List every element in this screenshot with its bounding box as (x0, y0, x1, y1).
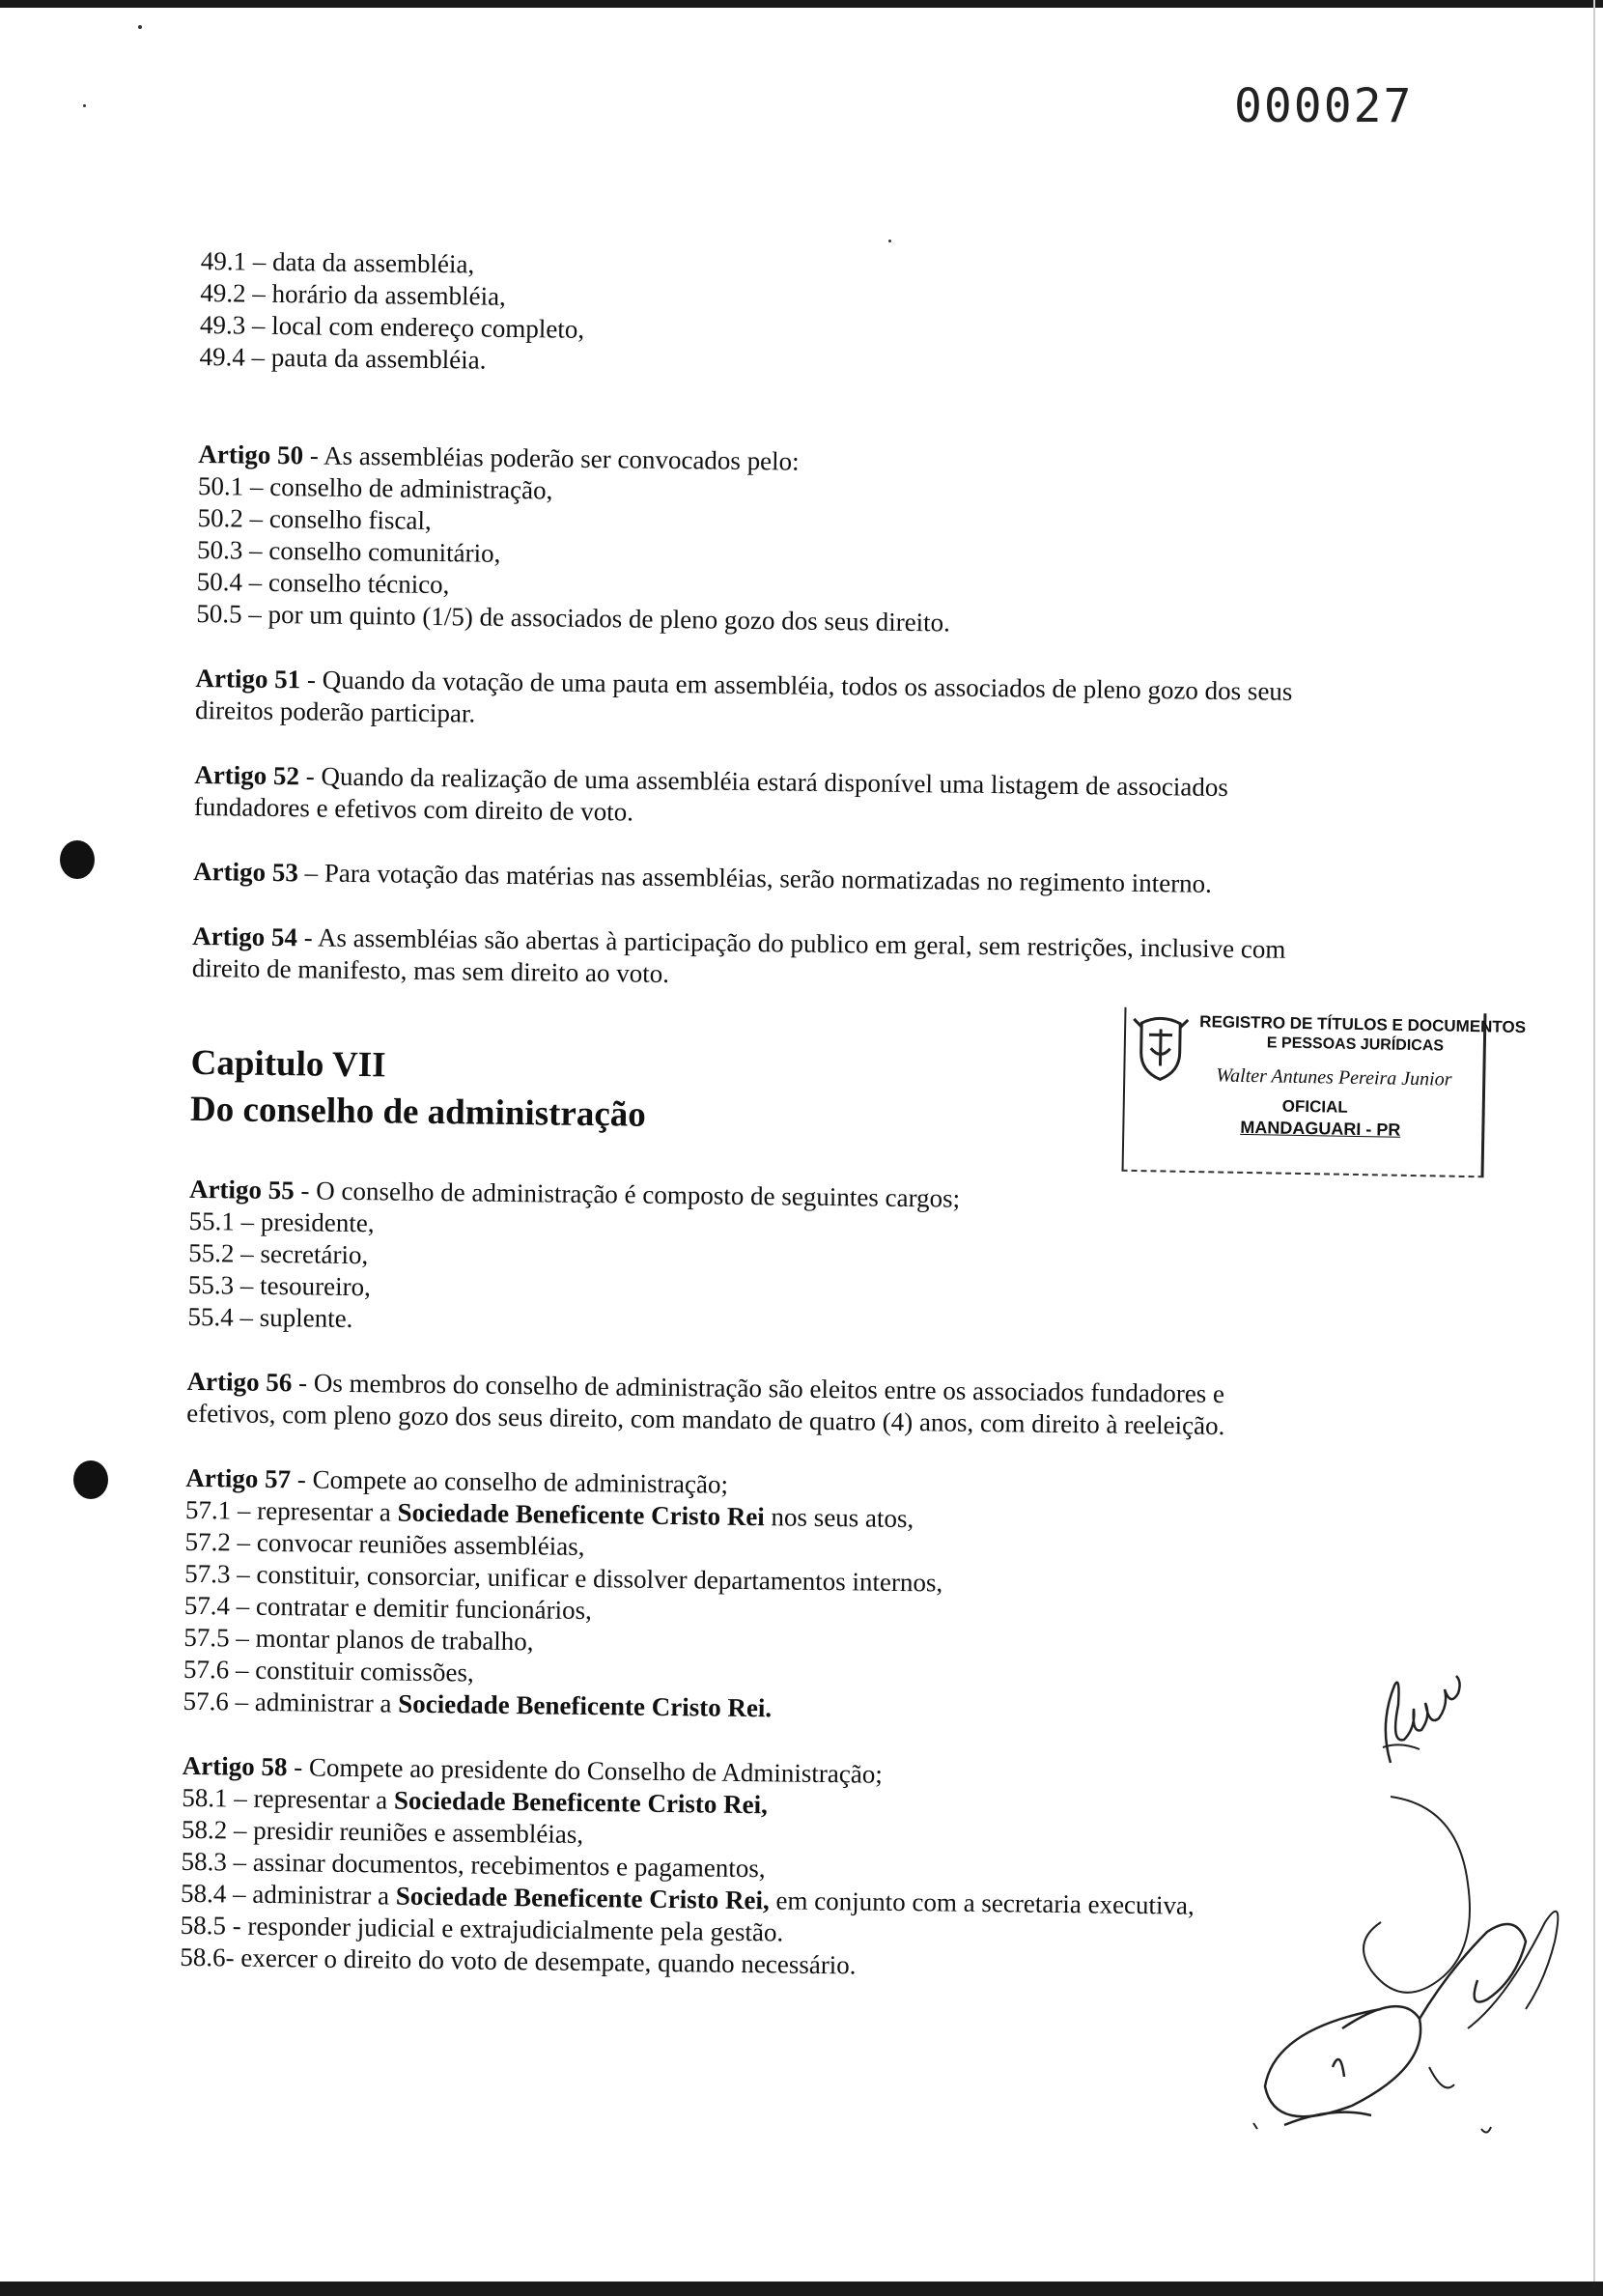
stamp-location: MANDAGUARI - PR (1240, 1117, 1401, 1140)
main-signature (1236, 1777, 1593, 2144)
article-label: Artigo 50 (198, 439, 304, 470)
list-item: 55.2 – secretário, (188, 1237, 369, 1270)
list-item: 50.3 – conselho comunitário, (196, 534, 501, 568)
stamp-registry-title: REGISTRO DE TÍTULOS E DOCUMENTOS (1199, 1012, 1527, 1037)
list-item: 49.4 – pauta da assembléia. (199, 341, 487, 375)
article-label: Artigo 54 (192, 921, 298, 952)
article-text: - Quando da realização de uma assembléia estará disponível uma listagem de associados (298, 761, 1229, 803)
article-50 (196, 439, 1453, 645)
article-51 (195, 663, 1451, 742)
article-text: - Compete ao presidente do Conselho de Administração; (287, 1752, 883, 1789)
chapter-title: Do conselho de administração (189, 1089, 647, 1135)
list-item: 57.4 – contratar e demitir funcionários, (183, 1590, 593, 1626)
article-53 (193, 856, 1448, 903)
article-text: fundadores e efetivos com direito de voto. (193, 791, 634, 827)
article-text: - As assembléias poderão ser convocados pelo: (302, 440, 800, 476)
list-item: 49.3 – local com endereço completo, (199, 309, 585, 344)
list-item: 49.1 – data da assembléia, (200, 245, 475, 279)
article-text: direito de manifesto, mas sem direito ao voto. (191, 952, 670, 988)
list-item: 57.6 – administrar a Sociedade Beneficente Cristo Rei. (183, 1686, 773, 1723)
article-text: - As assembléias são abertas à participação do publico em geral, sem restrições, inclusive com (296, 922, 1286, 964)
punch-hole-upper (60, 840, 95, 879)
stamp-registry-subtitle: E PESSOAS JURÍDICAS (1266, 1035, 1445, 1055)
organization-name: Sociedade Beneficente Cristo Rei. (398, 1688, 773, 1723)
registry-stamp (1122, 1007, 1527, 1177)
scan-bottom-edge (0, 2282, 1603, 2296)
article-text: - O conselho de administração é composto de seguintes cargos; (294, 1176, 961, 1213)
chapter-number: Capitulo VII (190, 1042, 386, 1086)
article-text: efetivos, com pleno gozo dos seus direito, com mandato de quatro (4) anos, com direito à reeleição. (186, 1398, 1225, 1441)
list-item: 55.4 – suplente. (187, 1301, 353, 1334)
scan-right-edge (1593, 0, 1595, 2296)
scan-speck (888, 240, 891, 242)
article-55 (187, 1174, 1445, 1348)
list-item: 57.1 – representar a Sociedade Beneficente Cristo Rei nos seus atos, (184, 1494, 914, 1534)
article-text: - Quando da votação de uma pauta em assembléia, todos os associados de pleno gozo dos seus (300, 665, 1293, 706)
list-item: 57.2 – convocar reuniões assembléias, (184, 1526, 585, 1561)
list-item: 50.4 – conselho técnico, (196, 566, 450, 600)
organization-name: Sociedade Beneficente Cristo Rei, (395, 1881, 770, 1915)
list-item: 50.5 – por um quinto (1/5) de associados de pleno gozo dos seus direito. (196, 598, 951, 638)
article-text: direitos poderão participar. (194, 694, 476, 728)
list-item: 50.2 – conselho fiscal, (197, 502, 432, 535)
article-label: Artigo 57 (185, 1462, 292, 1494)
list-item: 55.1 – presidente, (188, 1205, 375, 1238)
article-56 (186, 1366, 1443, 1445)
list-item: 58.5 - responder judicial e extrajudicialmente pela gestão. (180, 1910, 784, 1947)
article-label: Artigo 51 (195, 663, 301, 694)
article-label: Artigo 56 (186, 1366, 293, 1398)
organization-name: Sociedade Beneficente Cristo Rei (397, 1497, 765, 1532)
stamp-officer-title: OFICIAL (1281, 1096, 1348, 1117)
scan-top-edge (0, 0, 1603, 8)
list-item: 58.3 – assinar documentos, recebimentos e pagamentos, (181, 1846, 766, 1884)
article-text: - Os membros do conselho de administração são eleitos entre os associados fundadores e (292, 1368, 1225, 1409)
stamp-officer-name: Walter Antunes Pereira Junior (1216, 1064, 1452, 1091)
list-item: 49.2 – horário da assembléia, (200, 277, 506, 311)
article-label: Artigo 55 (188, 1174, 295, 1205)
items-49 (199, 245, 1456, 388)
article-label: Artigo 52 (194, 759, 300, 791)
scan-speck (83, 104, 86, 107)
article-57 (183, 1462, 1441, 1733)
list-item: 58.6- exercer o direito do voto de desempate, quando necessário. (180, 1942, 857, 1980)
page-number: 000027 (1234, 79, 1414, 133)
punch-hole-lower (73, 1460, 108, 1499)
list-item: 57.5 – montar planos de trabalho, (183, 1622, 534, 1657)
list-item: 58.1 – representar a Sociedade Beneficente Cristo Rei, (182, 1782, 769, 1820)
coat-of-arms-icon (1131, 1015, 1190, 1084)
list-item: 57.3 – constituir, consorciar, unificar e dissolver departamentos internos, (184, 1558, 943, 1598)
article-text: - Compete ao conselho de administração; (290, 1464, 729, 1499)
scan-speck (138, 25, 142, 29)
organization-name: Sociedade Beneficente Cristo Rei, (393, 1785, 769, 1820)
initials-signature (1362, 1647, 1477, 1792)
article-label: Artigo 58 (182, 1750, 288, 1782)
list-item: 58.4 – administrar a Sociedade Beneficente Cristo Rei, em conjunto com a secretaria executiva, (180, 1878, 1195, 1920)
list-item: 55.3 – tesoureiro, (187, 1269, 371, 1302)
article-52 (194, 759, 1450, 838)
list-item: 57.6 – constituir comissões, (183, 1654, 474, 1687)
article-54 (192, 921, 1448, 1000)
article-label: Artigo 53 (192, 856, 298, 888)
list-item: 50.1 – conselho de administração, (197, 470, 553, 505)
article-text: – Para votação das matérias nas assembléias, serão normatizadas no regimento interno. (297, 858, 1213, 898)
list-item: 58.2 – presidir reuniões e assembléias, (181, 1814, 584, 1849)
